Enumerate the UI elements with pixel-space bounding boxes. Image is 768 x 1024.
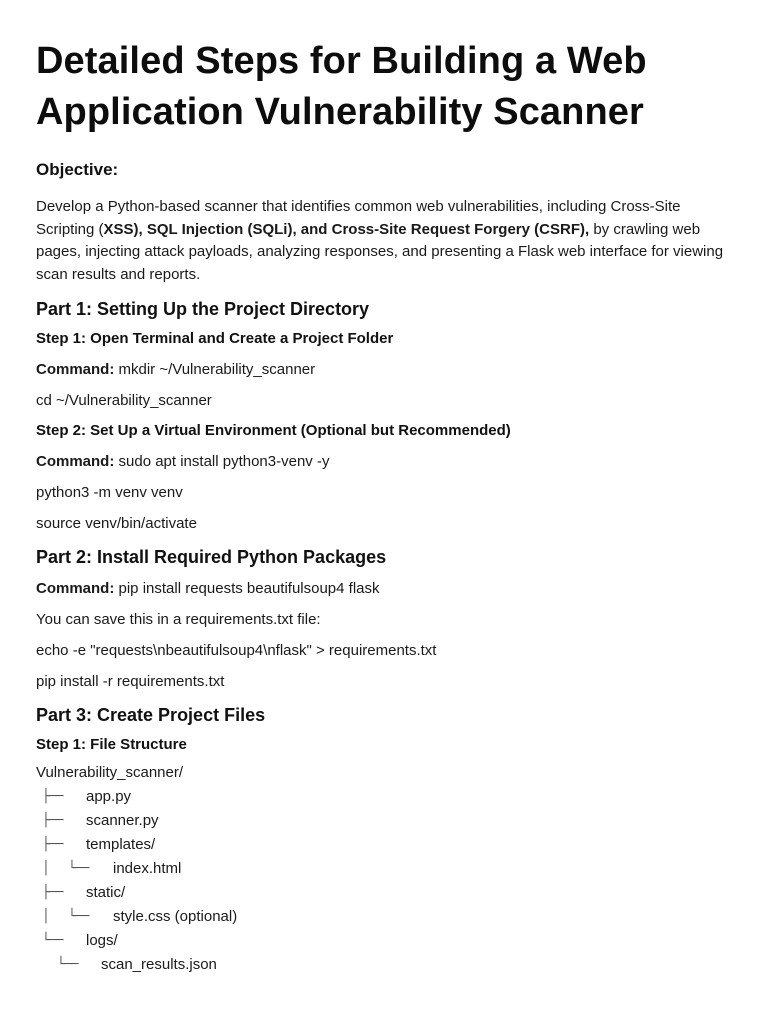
tree-item-label: templates/ bbox=[86, 836, 156, 854]
tree-item-scanner bbox=[36, 809, 732, 833]
tree-item-app bbox=[36, 785, 732, 809]
tree-item-scan-results bbox=[36, 953, 732, 977]
tree-connector: └── bbox=[68, 909, 89, 925]
command-text: sudo apt install python3-venv -y bbox=[114, 453, 330, 471]
part2-line4: pip install -r requirements.txt bbox=[36, 673, 225, 691]
file-structure-tree bbox=[36, 761, 732, 977]
tree-item-static bbox=[36, 881, 732, 905]
part1-step2-command bbox=[36, 451, 732, 472]
command-label: Command: bbox=[36, 580, 115, 598]
part3-heading: Part 3: Create Project Files bbox=[36, 705, 266, 726]
command-label: Command: bbox=[36, 361, 115, 379]
tree-item-index bbox=[36, 857, 732, 881]
objective-text-bold: XSS), SQL Injection (SQLi), and Cross-Site Request Forgery (CSRF), bbox=[103, 220, 590, 238]
tree-connector: │ bbox=[42, 909, 49, 925]
part1-step1-command bbox=[36, 359, 732, 380]
tree-item-label: scanner.py bbox=[86, 812, 159, 830]
command-text: pip install requests beautifulsoup4 flask bbox=[114, 580, 380, 598]
tree-item-label: logs/ bbox=[86, 932, 118, 950]
part1-step1-line2: cd ~/Vulnerability_scanner bbox=[36, 392, 212, 410]
tree-connector: │ bbox=[42, 861, 49, 877]
document-title: Detailed Steps for Building a Web Application Vulnerability Scanner bbox=[36, 40, 647, 133]
tree-item-style bbox=[36, 905, 732, 929]
tree-connector: ├── bbox=[42, 885, 63, 901]
tree-connector: ├── bbox=[42, 813, 63, 829]
tree-connector: ├── bbox=[42, 837, 63, 853]
part2-command bbox=[36, 578, 732, 599]
tree-item-label: app.py bbox=[86, 788, 132, 806]
tree-item-logs bbox=[36, 929, 732, 953]
tree-root bbox=[36, 761, 732, 785]
tree-connector: └── bbox=[68, 861, 89, 877]
objective-text-start: Develop a Python-based scanner that identifies common web vulnerabilities, including Cross-Site Scripting ( bbox=[36, 198, 681, 238]
tree-item-label: scan_results.json bbox=[101, 956, 217, 974]
part1-heading: Part 1: Setting Up the Project Directory bbox=[36, 299, 370, 320]
tree-connector: ├── bbox=[42, 789, 63, 805]
command-text: mkdir ~/Vulnerability_scanner bbox=[114, 361, 316, 379]
tree-connector: └── bbox=[57, 957, 78, 973]
part2-line3: echo -e "requests\nbeautifulsoup4\nflask" > requirements.txt bbox=[36, 642, 437, 660]
part3-step1-heading: Step 1: File Structure bbox=[36, 736, 187, 754]
tree-item-label: static/ bbox=[86, 884, 126, 902]
command-label: Command: bbox=[36, 453, 115, 471]
part2-heading: Part 2: Install Required Python Packages bbox=[36, 547, 387, 568]
part2-line2: You can save this in a requirements.txt file: bbox=[36, 611, 321, 629]
part1-step1-heading: Step 1: Open Terminal and Create a Project Folder bbox=[36, 330, 394, 348]
objective-text-end: by crawling web pages, injecting attack payloads, analyzing responses, and presenting a Flask web interface for viewing scan results and reports. bbox=[36, 220, 724, 283]
tree-item-label: style.css (optional) bbox=[113, 908, 238, 926]
tree-item-label: index.html bbox=[113, 860, 182, 878]
objective-paragraph bbox=[36, 196, 732, 286]
tree-item-templates bbox=[36, 833, 732, 857]
tree-root-label: Vulnerability_scanner/ bbox=[36, 764, 184, 782]
tree-connector: └── bbox=[42, 933, 63, 949]
part1-step2-heading: Step 2: Set Up a Virtual Environment (Optional but Recommended) bbox=[36, 422, 511, 440]
part1-step2-line2: python3 -m venv venv bbox=[36, 484, 183, 502]
objective-heading: Objective: bbox=[36, 160, 119, 179]
part1-step2-line3: source venv/bin/activate bbox=[36, 515, 197, 533]
